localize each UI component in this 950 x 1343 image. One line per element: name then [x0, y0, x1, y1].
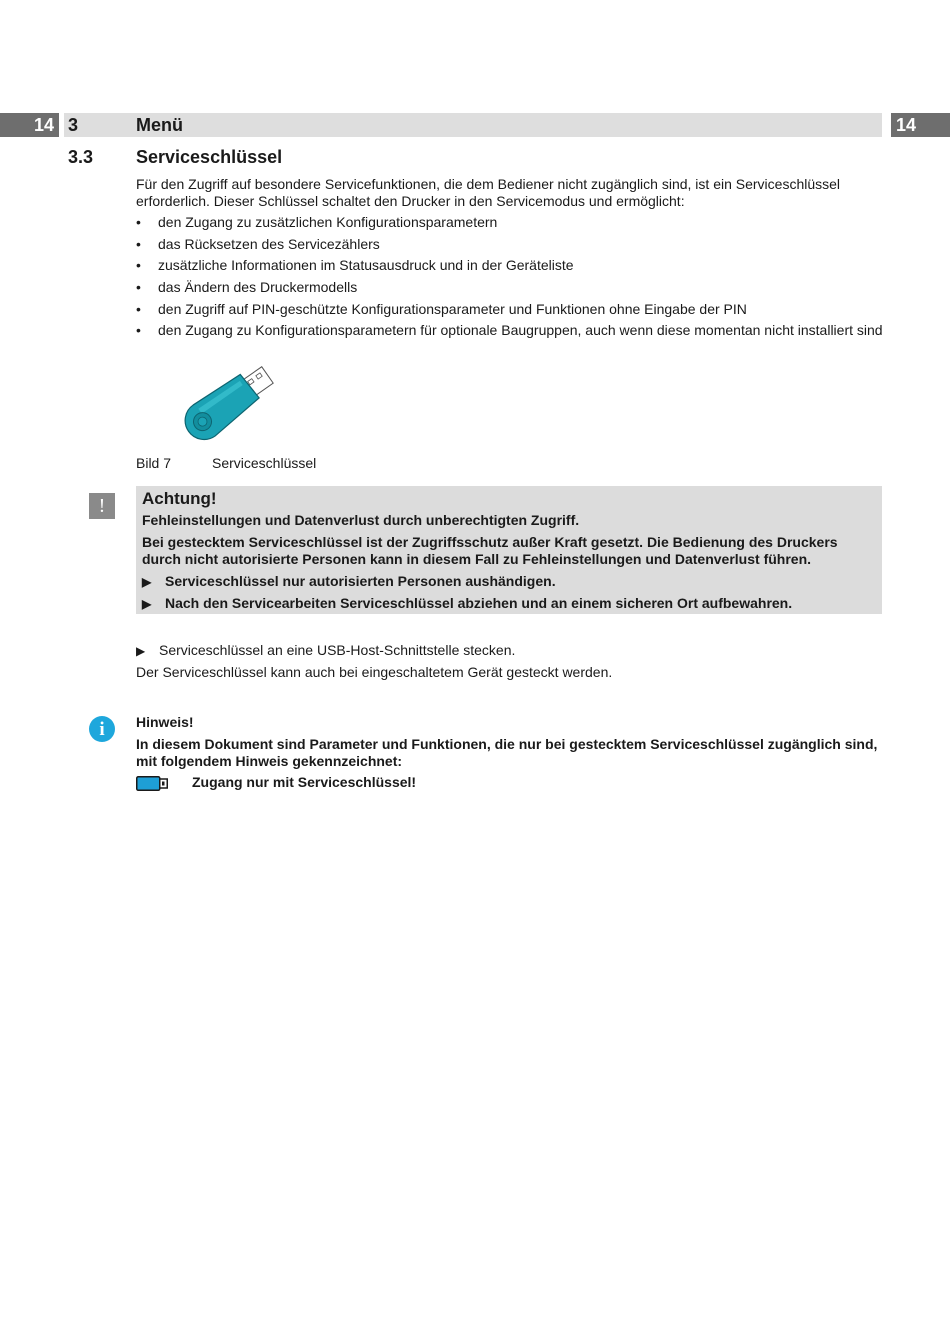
section-title: Serviceschlüssel — [136, 147, 283, 167]
chapter-number: 3 — [68, 115, 79, 135]
warning-icon: ! — [89, 493, 115, 519]
list-item: • das Ändern des Druckermodells — [136, 279, 358, 296]
instruction-note: Der Serviceschlüssel kann auch bei eingeschaltetem Gerät gesteckt werden. — [136, 664, 613, 680]
arrow-icon: ▶ — [142, 597, 152, 611]
hint-body: In diesem Dokument sind Parameter und Funktionen, die nur bei gestecktem Serviceschlüssel zugänglich sind, mit folgendem Hinweis gekennzeichnet: — [136, 736, 878, 769]
warning-subtitle: Fehleinstellungen und Datenverlust durch unberechtigten Zugriff. — [142, 512, 580, 528]
bullet-icon: • — [136, 257, 141, 274]
list-item: • den Zugang zu zusätzlichen Konfigurationsparametern — [136, 214, 498, 230]
page-number-left: 14 — [0, 113, 59, 137]
hint-key-label: Zugang nur mit Serviceschlüssel! — [192, 774, 417, 790]
intro-paragraph: Für den Zugriff auf besondere Servicefunktionen, die dem Bediener nicht zugänglich sind, ist ein Serviceschlüssel erforderlich. Dieser Schlüssel schaltet den Drucker in den Servicemodus und ermöglicht: — [136, 176, 841, 209]
list-item: • zusätzliche Informationen im Statusausdruck und in der Geräteliste — [136, 257, 574, 274]
bullet-icon: • — [136, 214, 141, 230]
chapter-header-bar — [64, 113, 882, 137]
warning-step: ▶ Nach den Servicearbeiten Serviceschlüssel abziehen und an einem sicheren Ort aufbewahren. — [142, 595, 793, 611]
feature-list — [136, 214, 884, 344]
warning-body: Bei gestecktem Serviceschlüssel ist der Zugriffsschutz außer Kraft gesetzt. Die Bedienung des Druckers durch nicht autorisierte Personen kann in diesem Fall zu Fehleinstellungen und Datenverlust führen. — [142, 534, 838, 567]
list-item: • den Zugang zu Konfigurationsparametern für optionale Baugruppen, auch wenn diese momentan nicht installiert sind — [136, 322, 883, 339]
list-item: • den Zugriff auf PIN-geschützte Konfigurationsparameter und Funktionen ohne Eingabe der PIN — [136, 300, 747, 317]
usb-stick-icon — [180, 360, 284, 442]
bullet-icon: • — [136, 279, 141, 296]
info-icon: i — [89, 716, 115, 742]
hint-title: Hinweis! — [136, 714, 194, 730]
warning-title: Achtung! — [142, 489, 217, 508]
bullet-icon: • — [136, 300, 141, 317]
bullet-icon: • — [136, 322, 141, 339]
instruction-step: ▶ Serviceschlüssel an eine USB-Host-Schnittstelle stecken. — [136, 642, 516, 658]
figure-caption: Serviceschlüssel — [212, 455, 317, 471]
arrow-icon: ▶ — [142, 575, 152, 589]
figure-label: Bild 7 — [136, 455, 172, 471]
section-number: 3.3 — [68, 147, 94, 167]
warning-step: ▶ Serviceschlüssel nur autorisierten Personen aushändigen. — [142, 573, 556, 589]
service-key-icon — [136, 776, 168, 791]
arrow-icon: ▶ — [136, 644, 146, 658]
chapter-title: Menü — [136, 115, 183, 135]
page-number-right: 14 — [891, 113, 950, 137]
list-item: • das Rücksetzen des Servicezählers — [136, 235, 380, 252]
bullet-icon: • — [136, 235, 141, 252]
